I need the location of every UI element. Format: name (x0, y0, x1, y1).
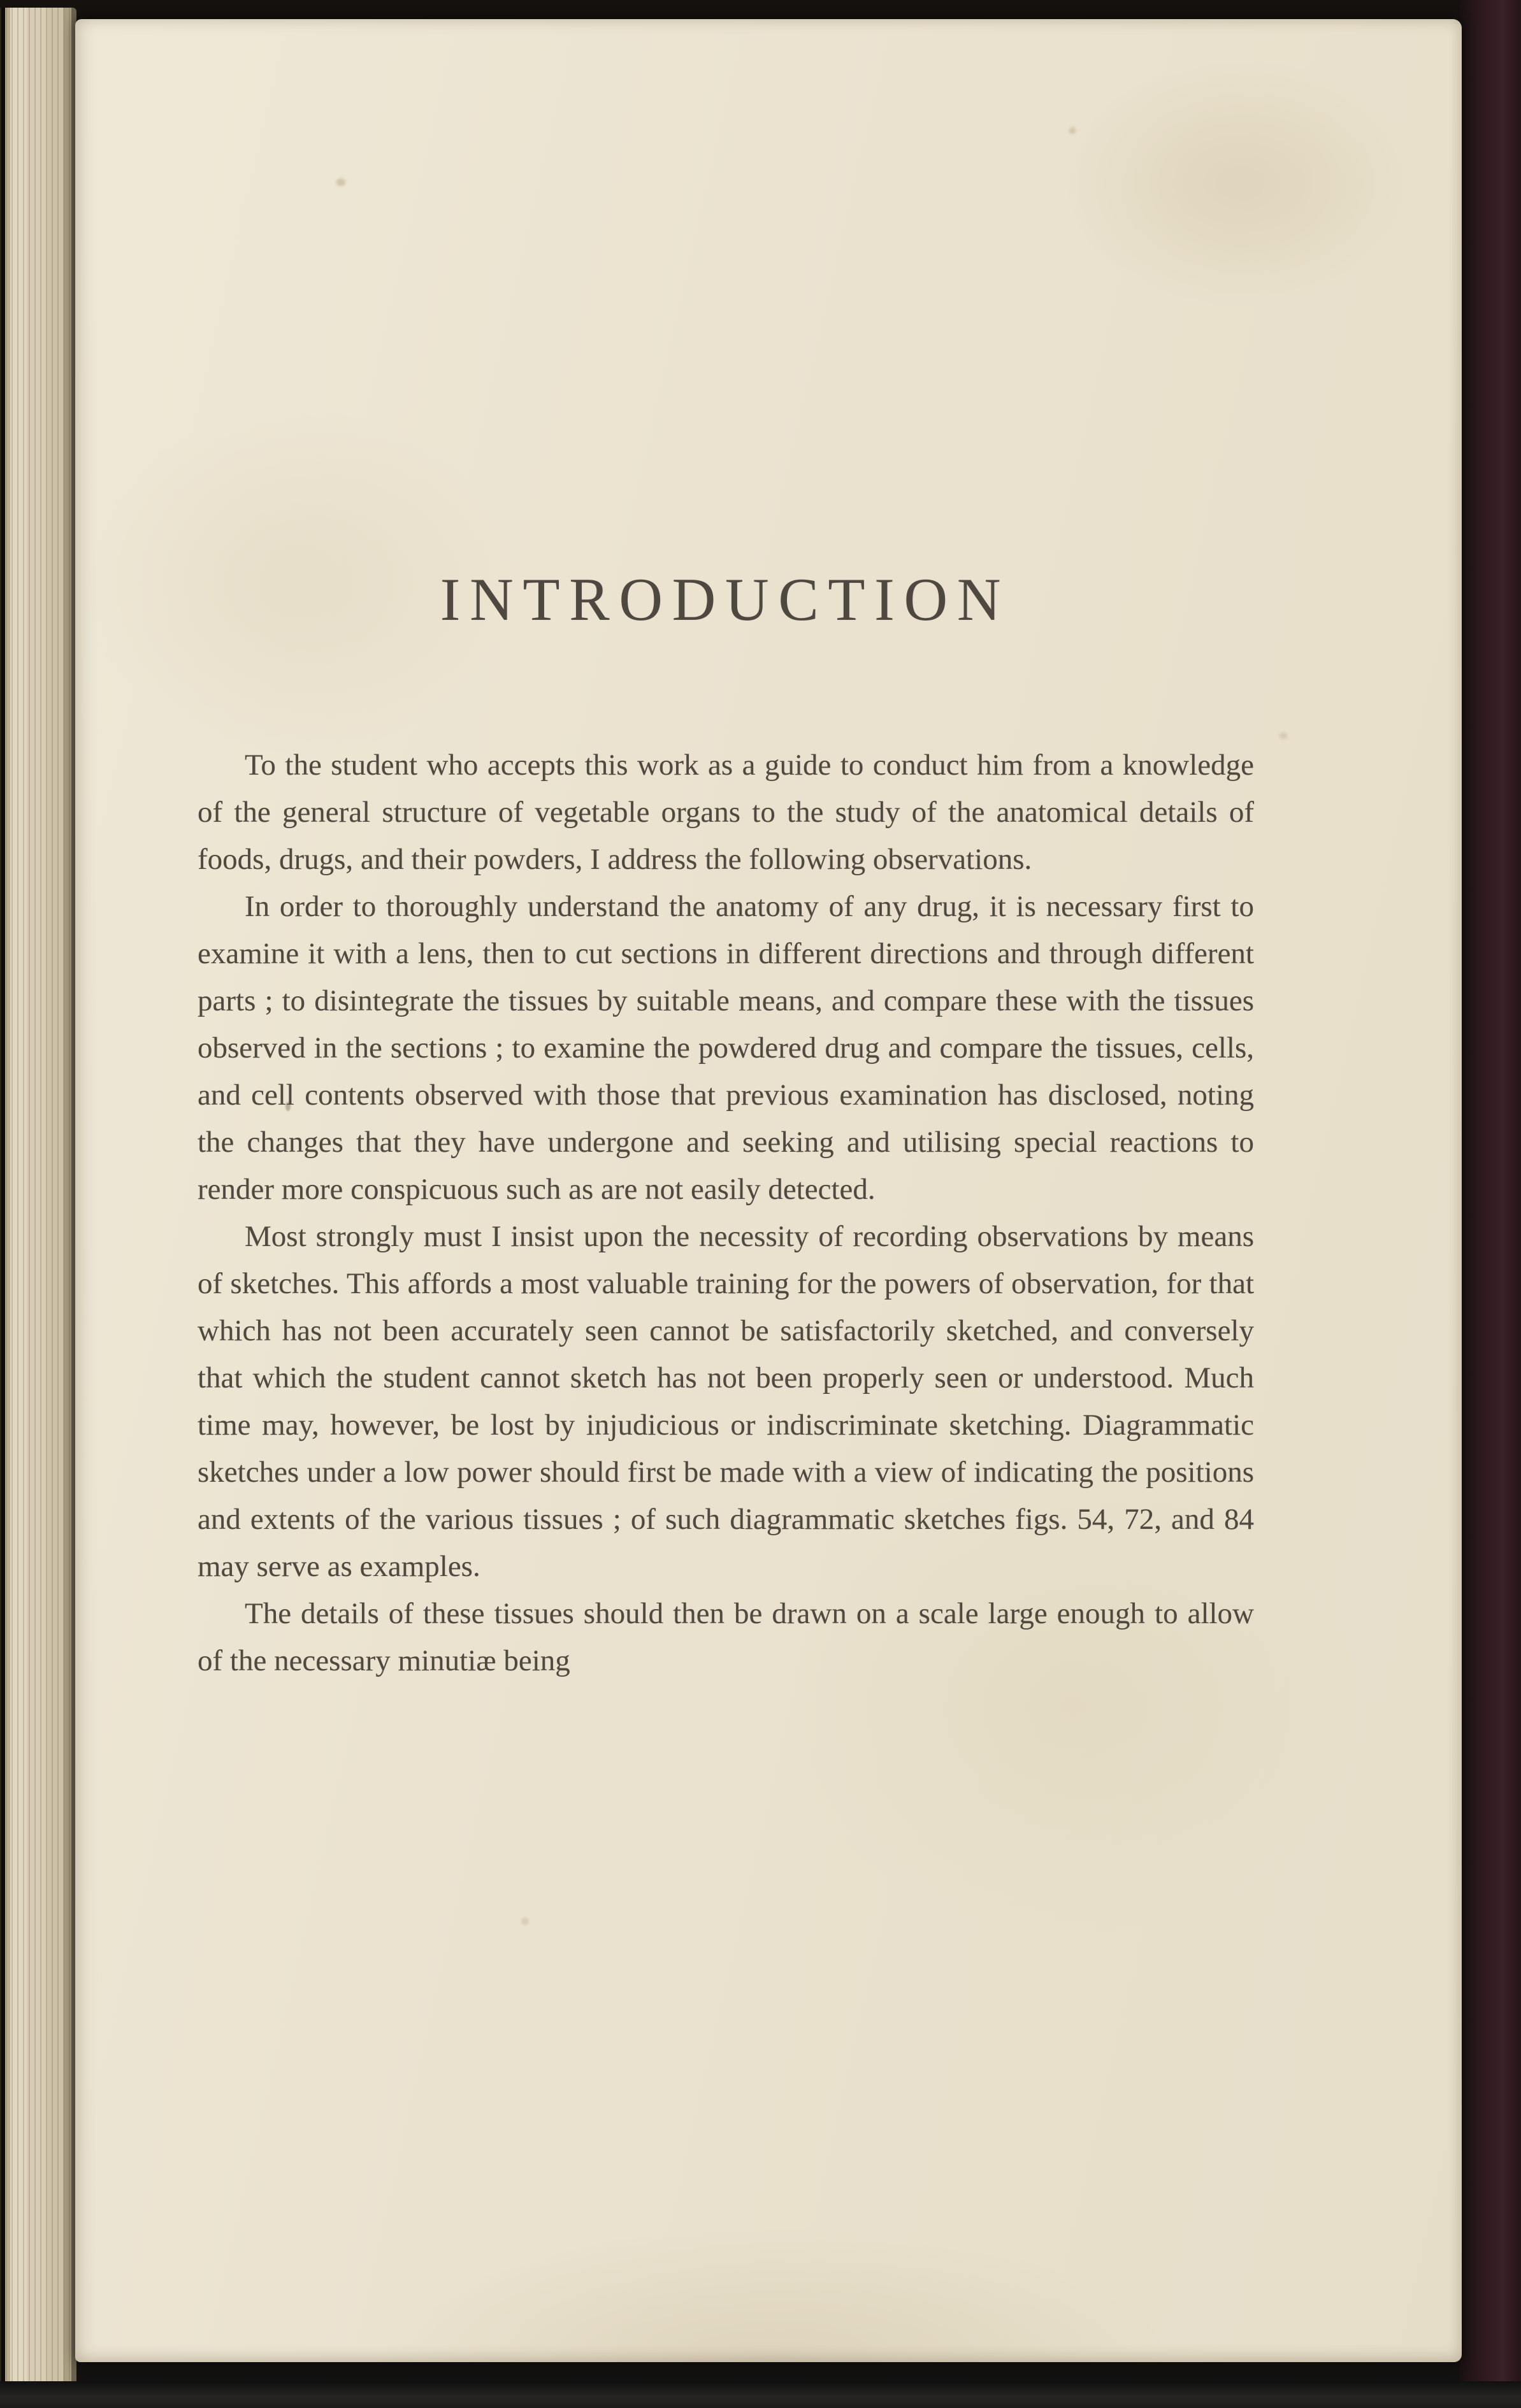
paragraph-2: In order to thoroughly understand the anatomy of any drug, it is necessary first to examine it with a lens, then to cut sections in different directions and through different parts ; to disintegrate the tissues by suitable means, and compare these with the tissues observed in the sections ; to examine the powdered drug and compare the tissues, cells, and cell contents observed with those that previous examination has disclosed, noting the changes that they have undergone and seeking and utilising special reactions to render more conspicuous such as are not easily detected. (198, 890, 1254, 1206)
foxing-speck (1069, 127, 1076, 134)
scanner-bed-strip (0, 2381, 1521, 2408)
paragraph-1: To the student who accepts this work as a guide to conduct him from a knowledge of the general structure of vegetable organs to the study of the anatomical details of foods, drugs, and their powders, I address the following observations. (198, 749, 1254, 876)
foxing-speck (521, 1917, 529, 1925)
book-cover-edge (1459, 0, 1521, 2408)
foxing-speck (336, 178, 345, 186)
foxing-speck (1280, 733, 1287, 739)
page-title: INTRODUCTION (440, 566, 1011, 633)
paragraph-3: Most strongly must I insist upon the necessity of recording observations by means of sketches. This affords a most valuable training for the powers of observation, for that which has not been accurately seen cannot be satisfactorily sketched, and conversely that which the student cannot sketch has not been properly seen or understood. Much time may, however, be lost by injudicious or indiscriminate sketching. Diagrammatic sketches under a low power should first be made with a view of indicating the positions and extents of the various tissues ; of such diagrammatic sketches figs. 54, 72, and 84 may serve as examples. (198, 1220, 1254, 1583)
paragraph-4: The details of these tissues should then be drawn on a scale large enough to allow of the necessary minutiæ being (198, 1597, 1254, 1677)
book-page (75, 19, 1462, 2362)
page-edges-fore-edge (0, 8, 76, 2390)
page-text (198, 742, 1254, 1684)
